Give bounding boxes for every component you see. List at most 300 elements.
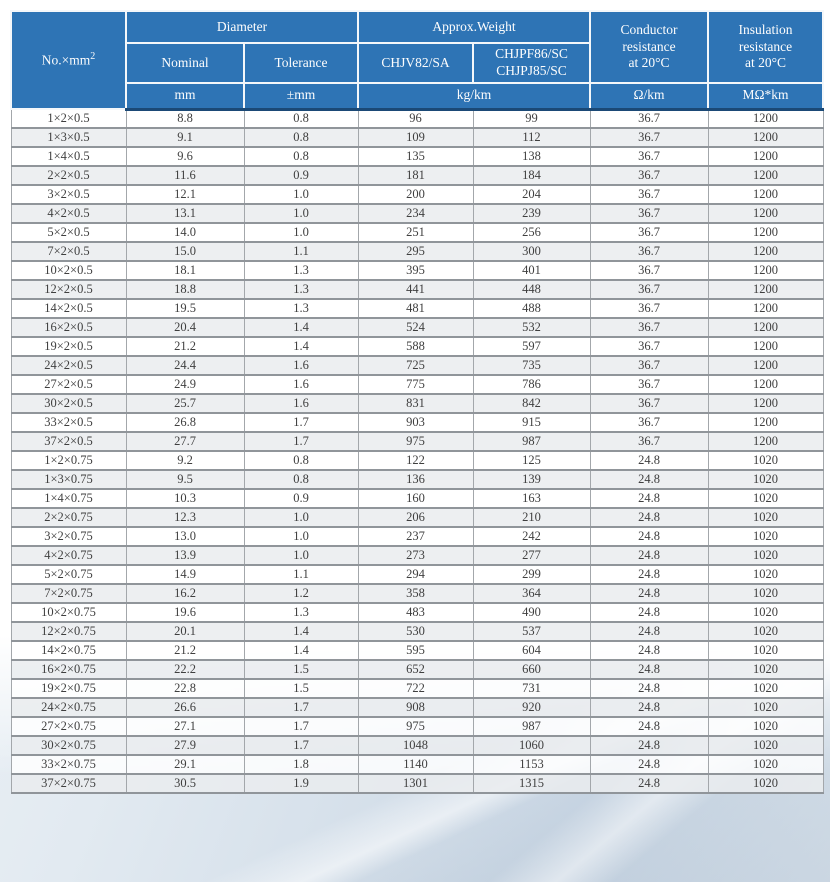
cell-nominal-diameter: 15.0 [126, 242, 244, 261]
size-superscript: 2 [90, 50, 96, 62]
cell-size: 7×2×0.5 [11, 242, 126, 261]
cell-conductor-resistance: 36.7 [590, 261, 708, 280]
cell-nominal-diameter: 29.1 [126, 755, 244, 774]
cell-weight-chjv82: 135 [358, 147, 473, 166]
cell-insulation-resistance: 1200 [708, 394, 823, 413]
table-row [11, 109, 823, 128]
cell-tolerance: 1.7 [244, 717, 358, 736]
table-row [11, 660, 823, 679]
cell-weight-chjpf86: 184 [473, 166, 590, 185]
table-row [11, 679, 823, 698]
cell-weight-chjpf86: 204 [473, 185, 590, 204]
cell-size: 1×4×0.75 [11, 489, 126, 508]
table-row [11, 717, 823, 736]
cell-weight-chjv82: 160 [358, 489, 473, 508]
cell-size: 7×2×0.75 [11, 584, 126, 603]
cell-weight-chjpf86: 99 [473, 109, 590, 128]
table-row [11, 584, 823, 603]
table-row [11, 489, 823, 508]
cell-insulation-resistance: 1020 [708, 717, 823, 736]
cell-size: 1×4×0.5 [11, 147, 126, 166]
cell-tolerance: 1.6 [244, 356, 358, 375]
cell-weight-chjv82: 358 [358, 584, 473, 603]
cell-nominal-diameter: 9.1 [126, 128, 244, 147]
header-row-units [11, 83, 823, 109]
cell-size: 12×2×0.75 [11, 622, 126, 641]
cell-conductor-resistance: 36.7 [590, 413, 708, 432]
cell-tolerance: 0.9 [244, 166, 358, 185]
cell-insulation-resistance: 1200 [708, 356, 823, 375]
cell-nominal-diameter: 20.1 [126, 622, 244, 641]
cell-nominal-diameter: 19.5 [126, 299, 244, 318]
cell-tolerance: 0.8 [244, 128, 358, 147]
cell-nominal-diameter: 26.8 [126, 413, 244, 432]
cell-size: 4×2×0.5 [11, 204, 126, 223]
cell-weight-chjpf86: 277 [473, 546, 590, 565]
cell-nominal-diameter: 18.8 [126, 280, 244, 299]
table-body [11, 109, 823, 793]
table-row [11, 413, 823, 432]
cell-insulation-resistance: 1200 [708, 337, 823, 356]
cell-tolerance: 1.7 [244, 432, 358, 451]
cell-weight-chjpf86: 1060 [473, 736, 590, 755]
cell-conductor-resistance: 36.7 [590, 147, 708, 166]
cell-weight-chjv82: 1048 [358, 736, 473, 755]
cell-nominal-diameter: 9.5 [126, 470, 244, 489]
cell-weight-chjpf86: 597 [473, 337, 590, 356]
header-weight-chjv82: CHJV82/SA [358, 43, 473, 83]
cell-tolerance: 1.0 [244, 546, 358, 565]
cell-nominal-diameter: 9.6 [126, 147, 244, 166]
cell-tolerance: 1.7 [244, 736, 358, 755]
cell-size: 5×2×0.75 [11, 565, 126, 584]
cell-insulation-resistance: 1020 [708, 603, 823, 622]
table-row [11, 375, 823, 394]
cell-weight-chjpf86: 300 [473, 242, 590, 261]
cell-weight-chjpf86: 112 [473, 128, 590, 147]
cell-weight-chjv82: 722 [358, 679, 473, 698]
unit-insulation: MΩ*km [708, 83, 823, 109]
cell-tolerance: 0.8 [244, 451, 358, 470]
cell-weight-chjpf86: 401 [473, 261, 590, 280]
cell-tolerance: 1.4 [244, 641, 358, 660]
cell-nominal-diameter: 8.8 [126, 109, 244, 128]
cell-weight-chjpf86: 1315 [473, 774, 590, 793]
cell-weight-chjpf86: 1153 [473, 755, 590, 774]
cell-insulation-resistance: 1020 [708, 641, 823, 660]
cell-tolerance: 0.9 [244, 489, 358, 508]
cell-insulation-resistance: 1200 [708, 223, 823, 242]
table-row [11, 527, 823, 546]
cell-weight-chjv82: 96 [358, 109, 473, 128]
cell-nominal-diameter: 13.1 [126, 204, 244, 223]
cell-insulation-resistance: 1020 [708, 508, 823, 527]
insulation-line3: at 20°C [745, 55, 787, 71]
cell-weight-chjv82: 395 [358, 261, 473, 280]
cell-tolerance: 1.4 [244, 337, 358, 356]
cell-insulation-resistance: 1020 [708, 679, 823, 698]
table-row [11, 470, 823, 489]
cell-insulation-resistance: 1020 [708, 470, 823, 489]
cell-size: 1×2×0.75 [11, 451, 126, 470]
cell-weight-chjpf86: 364 [473, 584, 590, 603]
cell-nominal-diameter: 9.2 [126, 451, 244, 470]
table-row [11, 337, 823, 356]
cell-insulation-resistance: 1020 [708, 584, 823, 603]
conductor-line3: at 20°C [628, 55, 670, 71]
cell-weight-chjv82: 251 [358, 223, 473, 242]
cell-nominal-diameter: 26.6 [126, 698, 244, 717]
cell-size: 3×2×0.75 [11, 527, 126, 546]
cell-tolerance: 1.3 [244, 603, 358, 622]
cell-weight-chjpf86: 488 [473, 299, 590, 318]
cell-conductor-resistance: 36.7 [590, 299, 708, 318]
cell-weight-chjv82: 206 [358, 508, 473, 527]
cell-weight-chjv82: 181 [358, 166, 473, 185]
cell-tolerance: 1.4 [244, 622, 358, 641]
cell-weight-chjv82: 273 [358, 546, 473, 565]
cell-weight-chjpf86: 448 [473, 280, 590, 299]
cell-conductor-resistance: 24.8 [590, 470, 708, 489]
cell-nominal-diameter: 12.1 [126, 185, 244, 204]
cell-weight-chjv82: 975 [358, 717, 473, 736]
cell-tolerance: 1.6 [244, 394, 358, 413]
cable-spec-table [10, 10, 824, 794]
cell-insulation-resistance: 1200 [708, 242, 823, 261]
table-row [11, 166, 823, 185]
table-row [11, 755, 823, 774]
cell-insulation-resistance: 1020 [708, 527, 823, 546]
header-diameter-group: Diameter [126, 11, 358, 43]
cell-weight-chjv82: 237 [358, 527, 473, 546]
unit-nominal: mm [126, 83, 244, 109]
cell-nominal-diameter: 18.1 [126, 261, 244, 280]
cell-weight-chjv82: 524 [358, 318, 473, 337]
cell-weight-chjpf86: 842 [473, 394, 590, 413]
cell-insulation-resistance: 1200 [708, 413, 823, 432]
cell-conductor-resistance: 36.7 [590, 204, 708, 223]
table-row [11, 185, 823, 204]
cell-weight-chjv82: 109 [358, 128, 473, 147]
cell-nominal-diameter: 27.9 [126, 736, 244, 755]
cell-nominal-diameter: 20.4 [126, 318, 244, 337]
cell-weight-chjpf86: 987 [473, 432, 590, 451]
cell-weight-chjpf86: 920 [473, 698, 590, 717]
cell-weight-chjv82: 294 [358, 565, 473, 584]
cell-nominal-diameter: 24.9 [126, 375, 244, 394]
table-row [11, 261, 823, 280]
cell-tolerance: 1.4 [244, 318, 358, 337]
cell-size: 3×2×0.5 [11, 185, 126, 204]
cell-tolerance: 0.8 [244, 147, 358, 166]
cell-insulation-resistance: 1200 [708, 109, 823, 128]
weight-col2-line1: CHJPF86/SC [495, 46, 568, 62]
cell-conductor-resistance: 36.7 [590, 128, 708, 147]
cell-tolerance: 1.2 [244, 584, 358, 603]
cell-nominal-diameter: 12.3 [126, 508, 244, 527]
table-row [11, 204, 823, 223]
cell-size: 5×2×0.5 [11, 223, 126, 242]
weight-col2-line2: CHJPJ85/SC [496, 63, 567, 78]
cell-weight-chjpf86: 786 [473, 375, 590, 394]
cell-insulation-resistance: 1020 [708, 546, 823, 565]
cell-weight-chjpf86: 915 [473, 413, 590, 432]
table-row [11, 432, 823, 451]
table-row [11, 565, 823, 584]
cell-conductor-resistance: 24.8 [590, 565, 708, 584]
cell-nominal-diameter: 27.7 [126, 432, 244, 451]
header-weight-chjpf86 [473, 43, 590, 83]
header-nominal: Nominal [126, 43, 244, 83]
cell-conductor-resistance: 24.8 [590, 736, 708, 755]
cell-size: 37×2×0.75 [11, 774, 126, 793]
cell-tolerance: 1.0 [244, 508, 358, 527]
cell-weight-chjv82: 441 [358, 280, 473, 299]
cell-insulation-resistance: 1020 [708, 755, 823, 774]
cell-nominal-diameter: 21.2 [126, 641, 244, 660]
cell-size: 10×2×0.5 [11, 261, 126, 280]
cell-size: 33×2×0.5 [11, 413, 126, 432]
cell-conductor-resistance: 36.7 [590, 375, 708, 394]
cell-tolerance: 1.1 [244, 242, 358, 261]
cell-insulation-resistance: 1200 [708, 432, 823, 451]
cell-size: 30×2×0.75 [11, 736, 126, 755]
cell-nominal-diameter: 22.8 [126, 679, 244, 698]
cell-insulation-resistance: 1020 [708, 489, 823, 508]
cell-weight-chjpf86: 239 [473, 204, 590, 223]
cell-weight-chjv82: 483 [358, 603, 473, 622]
cell-conductor-resistance: 24.8 [590, 774, 708, 793]
cell-conductor-resistance: 36.7 [590, 337, 708, 356]
cell-weight-chjv82: 975 [358, 432, 473, 451]
table-row [11, 280, 823, 299]
cell-size: 1×3×0.75 [11, 470, 126, 489]
cell-weight-chjv82: 530 [358, 622, 473, 641]
cell-nominal-diameter: 19.6 [126, 603, 244, 622]
insulation-line2: resistance [738, 38, 793, 54]
table-row [11, 546, 823, 565]
cell-insulation-resistance: 1200 [708, 299, 823, 318]
cell-weight-chjv82: 903 [358, 413, 473, 432]
table-row [11, 318, 823, 337]
cell-weight-chjv82: 775 [358, 375, 473, 394]
cell-insulation-resistance: 1020 [708, 698, 823, 717]
cell-size: 10×2×0.75 [11, 603, 126, 622]
cell-tolerance: 1.0 [244, 204, 358, 223]
cell-size: 19×2×0.5 [11, 337, 126, 356]
cell-tolerance: 1.7 [244, 413, 358, 432]
cell-conductor-resistance: 36.7 [590, 242, 708, 261]
unit-conductor: Ω/km [590, 83, 708, 109]
cell-conductor-resistance: 36.7 [590, 109, 708, 128]
cell-weight-chjpf86: 490 [473, 603, 590, 622]
cell-insulation-resistance: 1200 [708, 375, 823, 394]
conductor-line2: resistance [622, 38, 676, 54]
cell-conductor-resistance: 36.7 [590, 223, 708, 242]
table-row [11, 242, 823, 261]
cell-size: 2×2×0.5 [11, 166, 126, 185]
cell-size: 1×2×0.5 [11, 109, 126, 128]
cell-conductor-resistance: 24.8 [590, 622, 708, 641]
cell-tolerance: 1.8 [244, 755, 358, 774]
cell-nominal-diameter: 13.9 [126, 546, 244, 565]
table-row [11, 356, 823, 375]
cell-nominal-diameter: 14.0 [126, 223, 244, 242]
cell-conductor-resistance: 36.7 [590, 280, 708, 299]
cell-weight-chjv82: 234 [358, 204, 473, 223]
cell-conductor-resistance: 24.8 [590, 527, 708, 546]
cell-conductor-resistance: 24.8 [590, 603, 708, 622]
cell-weight-chjpf86: 139 [473, 470, 590, 489]
table-row [11, 508, 823, 527]
cell-weight-chjpf86: 731 [473, 679, 590, 698]
table-row [11, 128, 823, 147]
cell-nominal-diameter: 22.2 [126, 660, 244, 679]
cell-tolerance: 1.3 [244, 261, 358, 280]
cell-weight-chjpf86: 299 [473, 565, 590, 584]
cell-size: 24×2×0.5 [11, 356, 126, 375]
table-row [11, 299, 823, 318]
cell-size: 14×2×0.75 [11, 641, 126, 660]
cell-nominal-diameter: 14.9 [126, 565, 244, 584]
cell-nominal-diameter: 21.2 [126, 337, 244, 356]
cell-conductor-resistance: 24.8 [590, 717, 708, 736]
cell-conductor-resistance: 24.8 [590, 679, 708, 698]
table-row [11, 451, 823, 470]
cell-size: 1×3×0.5 [11, 128, 126, 147]
cell-tolerance: 1.9 [244, 774, 358, 793]
cell-weight-chjpf86: 735 [473, 356, 590, 375]
cell-insulation-resistance: 1020 [708, 774, 823, 793]
cell-insulation-resistance: 1020 [708, 451, 823, 470]
table-row [11, 223, 823, 242]
cell-size: 2×2×0.75 [11, 508, 126, 527]
cell-conductor-resistance: 36.7 [590, 356, 708, 375]
cell-insulation-resistance: 1200 [708, 280, 823, 299]
table-row [11, 698, 823, 717]
cell-conductor-resistance: 24.8 [590, 698, 708, 717]
cell-insulation-resistance: 1020 [708, 565, 823, 584]
cell-weight-chjpf86: 537 [473, 622, 590, 641]
cell-nominal-diameter: 16.2 [126, 584, 244, 603]
cell-weight-chjv82: 1301 [358, 774, 473, 793]
cell-weight-chjpf86: 660 [473, 660, 590, 679]
cell-weight-chjv82: 136 [358, 470, 473, 489]
conductor-line1: Conductor [620, 21, 678, 37]
cell-size: 30×2×0.5 [11, 394, 126, 413]
cell-insulation-resistance: 1200 [708, 166, 823, 185]
cell-conductor-resistance: 24.8 [590, 489, 708, 508]
cell-tolerance: 1.3 [244, 280, 358, 299]
cell-insulation-resistance: 1200 [708, 147, 823, 166]
cell-conductor-resistance: 24.8 [590, 451, 708, 470]
cell-size: 33×2×0.75 [11, 755, 126, 774]
unit-tolerance: ±mm [244, 83, 358, 109]
cell-tolerance: 1.5 [244, 679, 358, 698]
cell-size: 24×2×0.75 [11, 698, 126, 717]
cell-insulation-resistance: 1200 [708, 128, 823, 147]
cell-conductor-resistance: 24.8 [590, 660, 708, 679]
cell-tolerance: 1.0 [244, 223, 358, 242]
header-insulation-resistance [708, 11, 823, 83]
table-row [11, 147, 823, 166]
cell-conductor-resistance: 36.7 [590, 432, 708, 451]
cell-tolerance: 1.1 [244, 565, 358, 584]
cell-weight-chjv82: 595 [358, 641, 473, 660]
cell-weight-chjpf86: 532 [473, 318, 590, 337]
cell-weight-chjpf86: 125 [473, 451, 590, 470]
cell-weight-chjpf86: 210 [473, 508, 590, 527]
table-row [11, 736, 823, 755]
header-size-column [11, 11, 126, 109]
header-approx-weight-group: Approx.Weight [358, 11, 590, 43]
cell-size: 4×2×0.75 [11, 546, 126, 565]
cell-conductor-resistance: 24.8 [590, 755, 708, 774]
cell-insulation-resistance: 1200 [708, 318, 823, 337]
cell-size: 14×2×0.5 [11, 299, 126, 318]
cell-size: 16×2×0.5 [11, 318, 126, 337]
cell-size: 27×2×0.75 [11, 717, 126, 736]
cell-insulation-resistance: 1020 [708, 736, 823, 755]
header-conductor-resistance [590, 11, 708, 83]
cell-weight-chjv82: 481 [358, 299, 473, 318]
cell-weight-chjv82: 725 [358, 356, 473, 375]
cell-conductor-resistance: 24.8 [590, 584, 708, 603]
cell-insulation-resistance: 1020 [708, 660, 823, 679]
cell-insulation-resistance: 1200 [708, 185, 823, 204]
cell-weight-chjv82: 588 [358, 337, 473, 356]
cell-conductor-resistance: 24.8 [590, 508, 708, 527]
cell-size: 27×2×0.5 [11, 375, 126, 394]
cell-weight-chjpf86: 256 [473, 223, 590, 242]
cell-size: 12×2×0.5 [11, 280, 126, 299]
cell-weight-chjv82: 652 [358, 660, 473, 679]
cell-weight-chjpf86: 987 [473, 717, 590, 736]
insulation-line1: Insulation [738, 21, 793, 37]
size-label: No.×mm [41, 52, 91, 68]
cell-tolerance: 1.5 [244, 660, 358, 679]
cell-tolerance: 0.8 [244, 109, 358, 128]
table-row [11, 603, 823, 622]
cell-weight-chjv82: 908 [358, 698, 473, 717]
table-row [11, 774, 823, 793]
table-header [11, 11, 823, 109]
cell-weight-chjv82: 200 [358, 185, 473, 204]
cell-insulation-resistance: 1200 [708, 261, 823, 280]
cell-weight-chjv82: 1140 [358, 755, 473, 774]
cell-nominal-diameter: 10.3 [126, 489, 244, 508]
cell-nominal-diameter: 11.6 [126, 166, 244, 185]
cell-weight-chjpf86: 138 [473, 147, 590, 166]
cell-insulation-resistance: 1200 [708, 204, 823, 223]
cell-weight-chjpf86: 163 [473, 489, 590, 508]
cell-insulation-resistance: 1020 [708, 622, 823, 641]
cell-nominal-diameter: 27.1 [126, 717, 244, 736]
cell-nominal-diameter: 13.0 [126, 527, 244, 546]
cell-weight-chjv82: 831 [358, 394, 473, 413]
cell-conductor-resistance: 36.7 [590, 185, 708, 204]
cell-size: 19×2×0.75 [11, 679, 126, 698]
cell-conductor-resistance: 24.8 [590, 546, 708, 565]
cell-tolerance: 1.7 [244, 698, 358, 717]
table-row [11, 641, 823, 660]
cell-nominal-diameter: 30.5 [126, 774, 244, 793]
cell-nominal-diameter: 24.4 [126, 356, 244, 375]
cell-weight-chjpf86: 242 [473, 527, 590, 546]
table-row [11, 622, 823, 641]
cell-nominal-diameter: 25.7 [126, 394, 244, 413]
cell-weight-chjv82: 122 [358, 451, 473, 470]
